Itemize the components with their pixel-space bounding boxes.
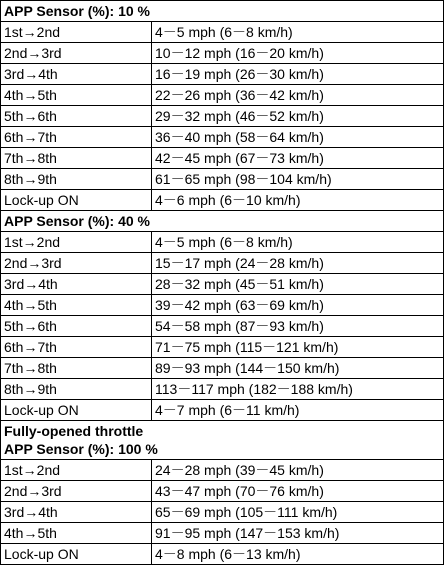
- section-header-line: APP Sensor (%): 100 %: [4, 441, 158, 457]
- table-row: [1, 43, 444, 64]
- shift-cell: Lock-up ON: [1, 544, 152, 565]
- table-row: [1, 481, 444, 502]
- table-row: [1, 127, 444, 148]
- table-row: [1, 169, 444, 190]
- shift-cell: 1st→2nd: [1, 232, 152, 253]
- shift-cell: 4th→5th: [1, 85, 152, 106]
- section-header: [1, 421, 444, 460]
- section-header-line: APP Sensor (%): 10 %: [4, 3, 151, 19]
- shift-cell: 2nd→3rd: [1, 481, 152, 502]
- shift-cell: 1st→2nd: [1, 22, 152, 43]
- shift-cell: 6th→7th: [1, 127, 152, 148]
- table-row: [1, 22, 444, 43]
- shift-cell: 3rd→4th: [1, 274, 152, 295]
- speed-cell: 43－47 mph (70－76 km/h): [152, 481, 444, 502]
- speed-cell: 54－58 mph (87－93 km/h): [152, 316, 444, 337]
- table-row: [1, 85, 444, 106]
- shift-cell: 6th→7th: [1, 337, 152, 358]
- table-row: [1, 295, 444, 316]
- section-header-line: Fully-opened throttle: [4, 423, 144, 439]
- shift-cell: 7th→8th: [1, 148, 152, 169]
- speed-cell: 22－26 mph (36－42 km/h): [152, 85, 444, 106]
- speed-cell: 61－65 mph (98－104 km/h): [152, 169, 444, 190]
- speed-cell: 65－69 mph (105－111 km/h): [152, 502, 444, 523]
- section-header: [1, 1, 444, 22]
- table-row: [1, 232, 444, 253]
- shift-cell: 8th→9th: [1, 379, 152, 400]
- speed-cell: 4－8 mph (6－13 km/h): [152, 544, 444, 565]
- shift-cell: 1st→2nd: [1, 460, 152, 481]
- section-header-row: [1, 211, 444, 232]
- table-row: [1, 106, 444, 127]
- table-row: [1, 253, 444, 274]
- speed-cell: 36－40 mph (58－64 km/h): [152, 127, 444, 148]
- shift-cell: 7th→8th: [1, 358, 152, 379]
- table-row: [1, 502, 444, 523]
- table-row: [1, 148, 444, 169]
- speed-cell: 71－75 mph (115－121 km/h): [152, 337, 444, 358]
- speed-cell: 39－42 mph (63－69 km/h): [152, 295, 444, 316]
- speed-cell: 28－32 mph (45－51 km/h): [152, 274, 444, 295]
- speed-cell: 24－28 mph (39－45 km/h): [152, 460, 444, 481]
- section-header-line: APP Sensor (%): 40 %: [4, 213, 151, 229]
- section-header-row: [1, 1, 444, 22]
- speed-cell: 4－6 mph (6－10 km/h): [152, 190, 444, 211]
- table-row: [1, 400, 444, 421]
- speed-cell: 4－5 mph (6－8 km/h): [152, 22, 444, 43]
- shift-cell: 2nd→3rd: [1, 253, 152, 274]
- shift-cell: 4th→5th: [1, 295, 152, 316]
- table-row: [1, 460, 444, 481]
- section-header: [1, 211, 444, 232]
- speed-cell: 4－7 mph (6－11 km/h): [152, 400, 444, 421]
- shift-cell: 2nd→3rd: [1, 43, 152, 64]
- table-row: [1, 523, 444, 544]
- shift-cell: 3rd→4th: [1, 502, 152, 523]
- speed-cell: 29－32 mph (46－52 km/h): [152, 106, 444, 127]
- speed-cell: 91－95 mph (147－153 km/h): [152, 523, 444, 544]
- speed-cell: 15－17 mph (24－28 km/h): [152, 253, 444, 274]
- shift-cell: 5th→6th: [1, 316, 152, 337]
- shift-cell: 4th→5th: [1, 523, 152, 544]
- table-row: [1, 190, 444, 211]
- shift-cell: Lock-up ON: [1, 400, 152, 421]
- speed-cell: 4－5 mph (6－8 km/h): [152, 232, 444, 253]
- section-header-row: [1, 421, 444, 460]
- table-row: [1, 337, 444, 358]
- table-row: [1, 379, 444, 400]
- table-row: [1, 544, 444, 565]
- table-row: [1, 358, 444, 379]
- shift-cell: 3rd→4th: [1, 64, 152, 85]
- table-row: [1, 64, 444, 85]
- speed-cell: 89－93 mph (144－150 km/h): [152, 358, 444, 379]
- table-row: [1, 274, 444, 295]
- speed-cell: 10－12 mph (16－20 km/h): [152, 43, 444, 64]
- speed-cell: 16－19 mph (26－30 km/h): [152, 64, 444, 85]
- shift-cell: Lock-up ON: [1, 190, 152, 211]
- shift-cell: 5th→6th: [1, 106, 152, 127]
- shift-cell: 8th→9th: [1, 169, 152, 190]
- table-row: [1, 316, 444, 337]
- speed-cell: 113－117 mph (182－188 km/h): [152, 379, 444, 400]
- speed-cell: 42－45 mph (67－73 km/h): [152, 148, 444, 169]
